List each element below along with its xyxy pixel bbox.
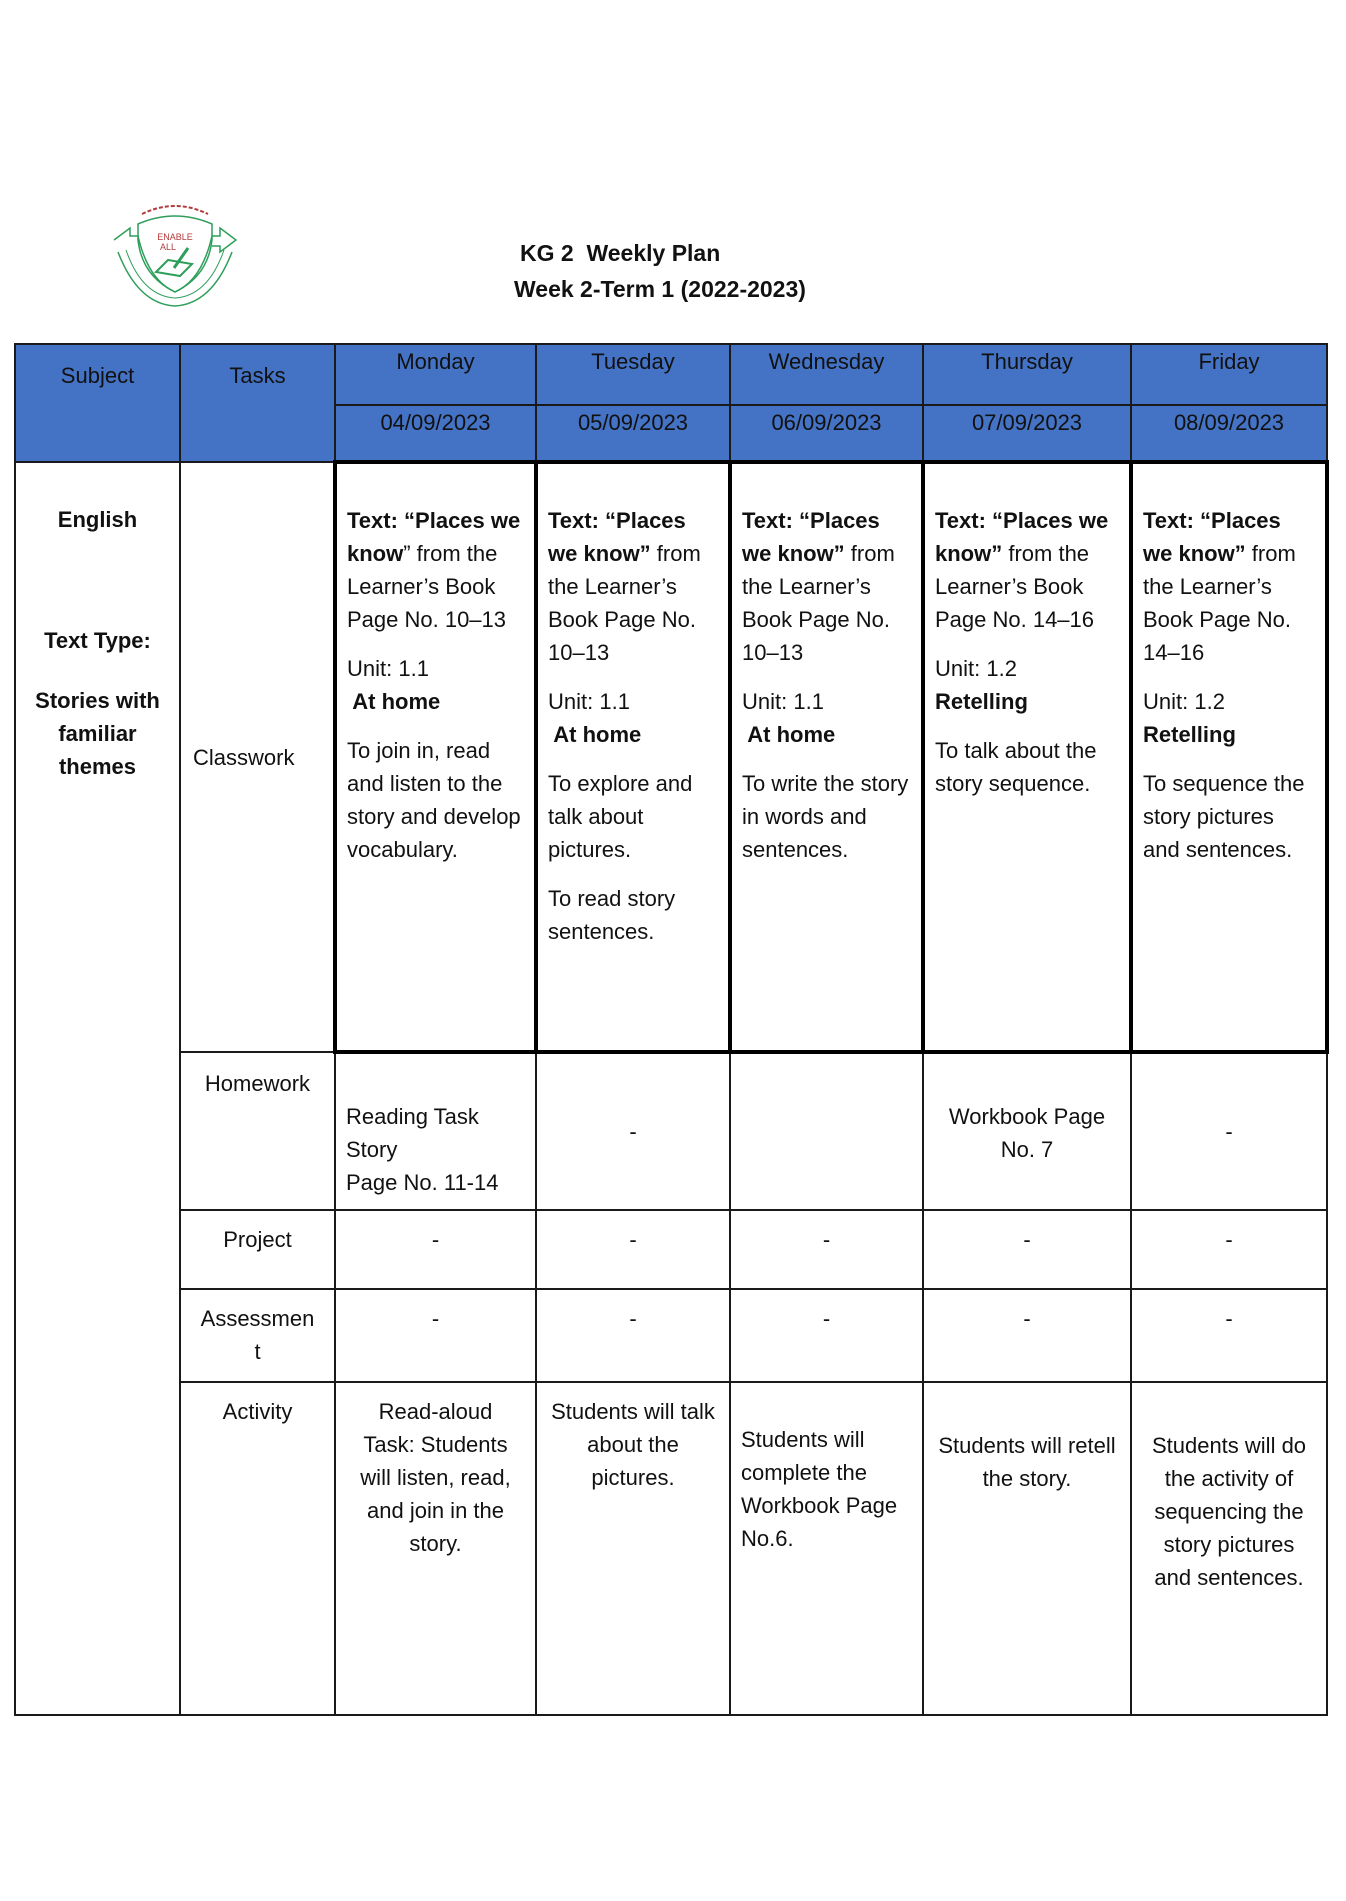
- activity-monday: Read-aloud Task: Students will listen, read, and join in the story.: [335, 1382, 536, 1715]
- assessment-thursday: -: [923, 1289, 1131, 1382]
- column-header-tuesday: Tuesday: [536, 344, 730, 405]
- project-row: [15, 1210, 1327, 1289]
- assessment-row: [15, 1289, 1327, 1382]
- homework-thursday: Workbook Page No. 7: [923, 1052, 1131, 1210]
- school-logo: [108, 200, 242, 312]
- project-friday: -: [1131, 1210, 1327, 1289]
- task-label-classwork: Classwork: [180, 462, 335, 1052]
- column-header-friday: Friday: [1131, 344, 1327, 405]
- date-friday: 08/09/2023: [1131, 405, 1327, 462]
- page-title: KG 2 Weekly Plan: [520, 240, 721, 266]
- task-label-activity: Activity: [180, 1382, 335, 1715]
- column-header-tasks: Tasks: [180, 344, 335, 462]
- text-type-label: Text Type:: [44, 628, 151, 653]
- activity-tuesday: Students will talk about the pictures.: [536, 1382, 730, 1715]
- project-tuesday: -: [536, 1210, 730, 1289]
- column-header-wednesday: Wednesday: [730, 344, 923, 405]
- date-monday: 04/09/2023: [335, 405, 536, 462]
- classwork-monday: Text: “Places we know” from the Learner’s Book Page No. 10–13 Unit: 1.1 At home To join in, read and listen to the story and develop vocabulary.: [335, 462, 536, 1052]
- date-thursday: 07/09/2023: [923, 405, 1131, 462]
- classwork-thursday: Text: “Places we know” from the Learner’s Book Page No. 14–16 Unit: 1.2 Retelling To talk about the story sequence.: [923, 462, 1131, 1052]
- activity-friday: Students will do the activity of sequencing the story pictures and sentences.: [1131, 1382, 1327, 1715]
- school-logo-icon: [108, 200, 242, 312]
- assessment-friday: -: [1131, 1289, 1327, 1382]
- text-type-value: Stories with familiar themes: [35, 688, 160, 779]
- homework-wednesday: [730, 1052, 923, 1210]
- activity-thursday: Students will retell the story.: [923, 1382, 1131, 1715]
- svg-text:ALL: ALL: [159, 242, 177, 252]
- classwork-friday: Text: “Places we know” from the Learner’s Book Page No. 14–16 Unit: 1.2 Retelling To sequence the story pictures and sentences.: [1131, 462, 1327, 1052]
- project-wednesday: -: [730, 1210, 923, 1289]
- classwork-row: [15, 462, 1327, 1052]
- homework-row: [15, 1052, 1327, 1210]
- activity-row: [15, 1382, 1327, 1715]
- assessment-monday: -: [335, 1289, 536, 1382]
- task-label-assessment: Assessmen t: [180, 1289, 335, 1382]
- classwork-tuesday: Text: “Places we know” from the Learner’s Book Page No. 10–13 Unit: 1.1 At home To explore and talk about pictures. To read story sentences.: [536, 462, 730, 1052]
- project-monday: -: [335, 1210, 536, 1289]
- column-header-subject: Subject: [15, 344, 180, 462]
- weekly-plan-table: [14, 343, 1329, 1716]
- subject-cell: [15, 462, 180, 1715]
- header-row-days: [15, 344, 1327, 405]
- homework-monday: Reading Task Story Page No. 11-14: [335, 1052, 536, 1210]
- date-tuesday: 05/09/2023: [536, 405, 730, 462]
- subject-name: English: [57, 507, 138, 532]
- date-wednesday: 06/09/2023: [730, 405, 923, 462]
- classwork-wednesday: Text: “Places we know” from the Learner’s Book Page No. 10–13 Unit: 1.1 At home To write the story in words and sentences.: [730, 462, 923, 1052]
- homework-friday: -: [1131, 1052, 1327, 1210]
- homework-tuesday: -: [536, 1052, 730, 1210]
- column-header-monday: Monday: [335, 344, 536, 405]
- assessment-wednesday: -: [730, 1289, 923, 1382]
- activity-wednesday: Students will complete the Workbook Page No.6.: [730, 1382, 923, 1715]
- column-header-thursday: Thursday: [923, 344, 1131, 405]
- task-label-project: Project: [180, 1210, 335, 1289]
- svg-text:ENABLE: ENABLE: [157, 232, 193, 242]
- assessment-tuesday: -: [536, 1289, 730, 1382]
- project-thursday: -: [923, 1210, 1131, 1289]
- task-label-homework: Homework: [180, 1052, 335, 1210]
- page-subtitle: Week 2-Term 1 (2022-2023): [514, 276, 806, 302]
